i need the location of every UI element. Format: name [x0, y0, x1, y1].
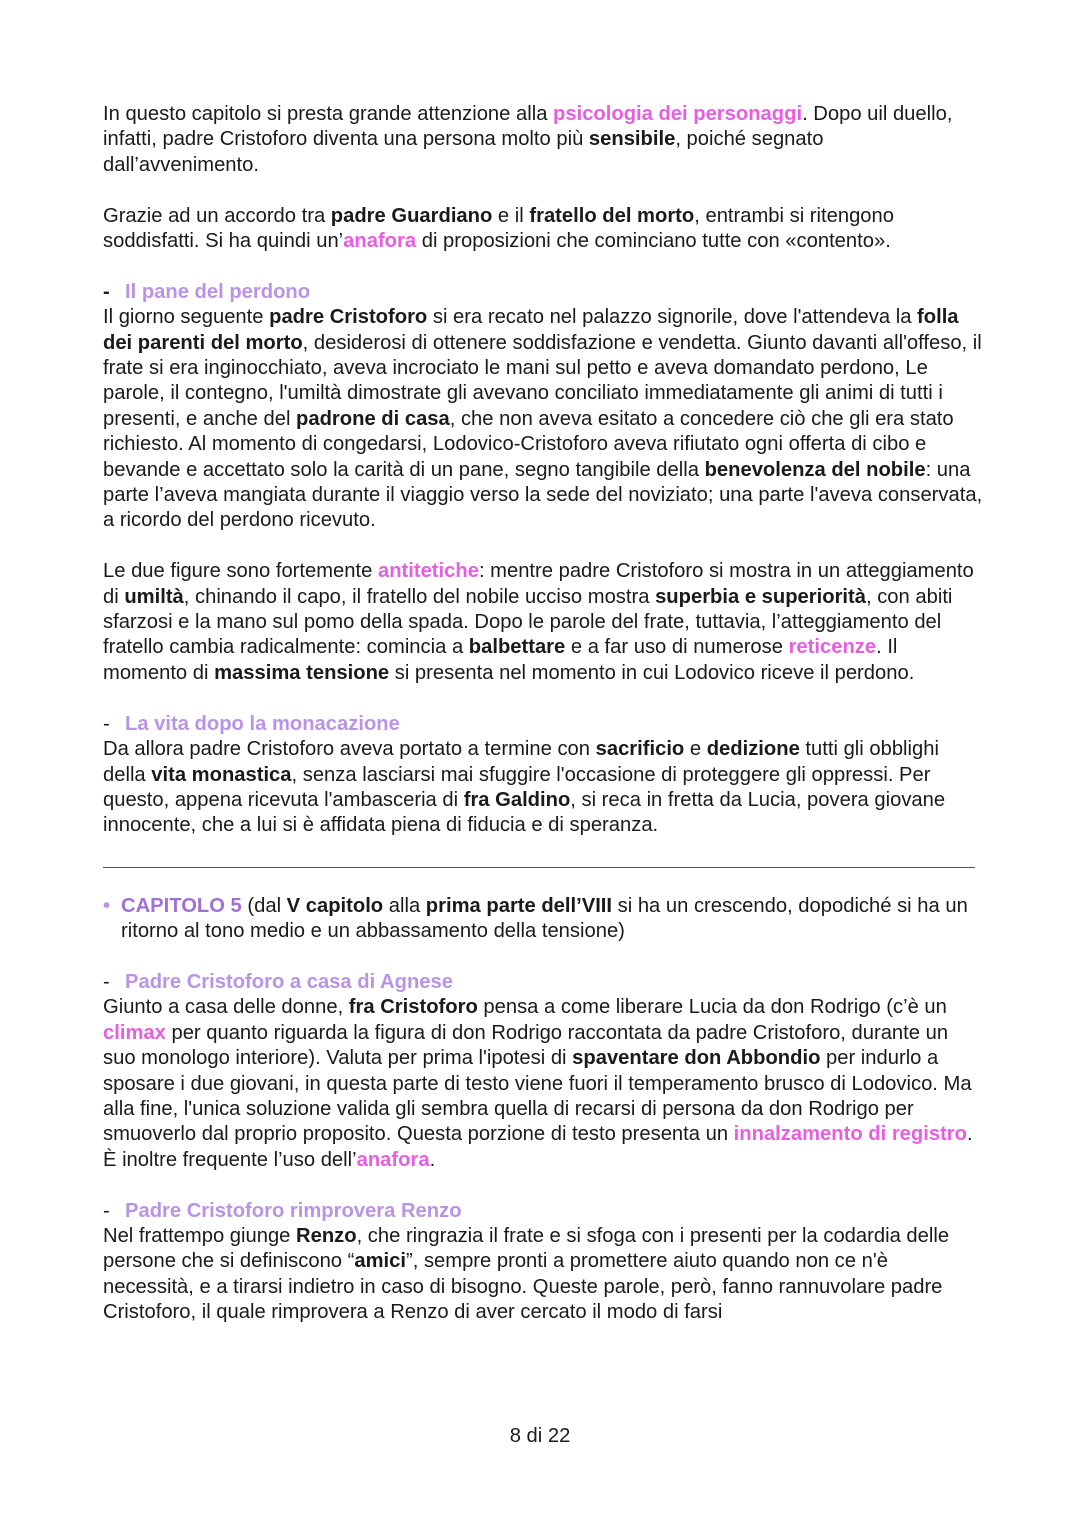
text: e il — [492, 204, 530, 227]
text: , si reca in fretta da Lucia, povera giovane innocente, che a lui si è affidata piena di fiducia e di speranza. — [103, 788, 946, 837]
bold-term: massima tensione — [214, 661, 390, 684]
paragraph-pane-perdono — [103, 305, 983, 534]
text: , che ringrazia il frate e si sfoga con i presenti per la codardia delle persone che si definiscono “ — [103, 1224, 950, 1273]
text: Grazie ad un accordo tra — [103, 204, 331, 227]
bold-term: sensibile — [588, 128, 676, 151]
dash-marker: - — [103, 1199, 110, 1222]
text: (dal — [241, 894, 287, 917]
bold-term: vita monastica — [151, 763, 292, 786]
highlight-term: antitetiche — [377, 560, 479, 583]
text: , senza lasciarsi mai sfuggire l'occasione di proteggere gli oppressi. Per questo, appena ricevuta l'ambasceria di — [103, 763, 931, 811]
section-heading-rimprovera-renzo — [103, 1199, 983, 1224]
section-heading-vita-monacazione — [103, 712, 983, 737]
text: e — [684, 738, 707, 761]
bold-term: fratello del morto — [529, 204, 695, 227]
dash-marker: - — [103, 280, 110, 303]
highlight-term: psicologia dei personaggi — [553, 103, 803, 125]
text: Le due figure sono fortemente — [103, 560, 378, 583]
page-number: 8 di 22 — [509, 1425, 571, 1447]
horizontal-divider — [103, 867, 975, 868]
text: si presenta nel momento in cui Lodovico riceve il perdono. — [389, 661, 915, 684]
text: . Dopo uil duello, infatti, padre Cristoforo diventa una persona molto più — [103, 103, 953, 151]
text: e a far uso di numerose — [565, 636, 789, 659]
paragraph-casa-agnese — [103, 995, 983, 1173]
heading-title: Padre Cristoforo a casa di Agnese — [125, 970, 453, 993]
text: , chinando il capo, il fratello del nobile ucciso mostra — [183, 585, 656, 608]
section-heading-casa-agnese — [103, 970, 983, 995]
page-content — [103, 102, 983, 1326]
bold-term: Renzo — [296, 1224, 357, 1247]
text: per quanto riguarda la figura di don Rodrigo raccontata da padre Cristoforo, durante un suo monologo interiore). Valuta per prima l'ipotesi di — [103, 1021, 949, 1070]
bold-term: fra Cristoforo — [348, 996, 478, 1019]
bullet-icon: • — [103, 894, 111, 917]
bold-term: sacrificio — [595, 738, 685, 761]
heading-title: La vita dopo la monacazione — [125, 712, 400, 735]
bold-term: fra Galdino — [463, 788, 571, 811]
bold-term: amici — [354, 1250, 406, 1273]
text: pensa a come liberare Lucia da don Rodrigo (c’è un — [477, 996, 947, 1019]
bold-term: padre Guardiano — [330, 204, 493, 227]
text: alla — [383, 894, 426, 917]
text: si era recato nel palazzo signorile, dove l'attendeva la — [427, 306, 918, 329]
text: . Il momento di — [103, 636, 898, 684]
bold-term: padrone di casa — [296, 407, 450, 430]
bold-term: superbia e superiorità — [655, 585, 866, 608]
text: tutti gli obblighi della — [103, 738, 939, 786]
heading-title: Padre Cristoforo rimprovera Renzo — [125, 1199, 462, 1222]
chapter-title: CAPITOLO 5 — [121, 894, 242, 917]
text: ”, sempre pronti a promettere aiuto quando non ce n'è necessità, e a tirarsi indietro in caso di bisogno. Queste parole, però, fanno rannuvolare padre Cristoforo, il quale rimprovera a Renzo di aver cercato il modo di farsi — [103, 1250, 943, 1324]
text: Nel frattempo giunge — [103, 1224, 297, 1247]
bold-term: umiltà — [124, 585, 184, 608]
text: In questo capitolo si presta grande attenzione alla — [103, 103, 554, 125]
paragraph-rimprovera-renzo — [103, 1224, 983, 1326]
bold-term: balbettare — [468, 636, 566, 659]
bold-term: spaventare don Abbondio — [572, 1047, 821, 1070]
text: : mentre padre Cristoforo si mostra in un atteggiamento di — [103, 560, 974, 608]
highlight-term: innalzamento di registro — [733, 1123, 967, 1146]
text: per indurlo a sposare i due giovani, in questa parte di testo viene fuori il temperamento brusco di Lodovico. Ma alla fine, l'unica soluzione valida gli sembra quella di recarsi di persona da don Rodrigo per smuoverlo dal proprio proposito. Questa porzione di testo presenta un — [103, 1047, 972, 1146]
text: , con abiti sfarzosi e la mano sul pomo della spada. Dopo le parole del frate, tuttavia, l’atteggiamento del fratello cambia radicalmente: comincia a — [103, 585, 953, 659]
text: , desiderosi di ottenere soddisfazione e vendetta. Giunto davanti all'offeso, il frate si era inginocchiato, aveva incrociato le mani sul petto e aveva domandato perdono, Le parole, il contegno, l'umiltà dimostrate gli avevano conciliato immediatamente gli animi di tutti i presenti, e anche del — [103, 331, 982, 430]
paragraph-vita-monacazione — [103, 737, 983, 839]
text: , che non aveva esitato a concedere ciò che gli era stato richiesto. Al momento di congedarsi, Lodovico-Cristoforo aveva rifiutato ogni offerta di cibo e bevande e accettato solo la carità di un pane, segno tangibile della — [103, 407, 954, 481]
bold-term: prima parte dell’VIII — [425, 894, 613, 917]
text: di proposizioni che cominciano tutte con «contento». — [416, 230, 891, 253]
highlight-term: anafora — [356, 1148, 430, 1171]
text: . — [429, 1148, 436, 1171]
bold-term: folla dei parenti del morto — [103, 306, 959, 354]
text: . È inoltre frequente l’uso dell’ — [103, 1123, 973, 1171]
highlight-term: anafora — [343, 230, 417, 253]
dash-marker: - — [103, 970, 110, 993]
bold-term: dedizione — [706, 738, 800, 761]
text: si ha un crescendo, dopodiché si ha un ritorno al tono medio e un abbassamento della tensione) — [121, 894, 968, 943]
bold-term: V capitolo — [286, 894, 384, 917]
bold-term: benevolenza del nobile — [704, 458, 926, 481]
bold-term: padre Cristoforo — [269, 306, 428, 329]
text: Giunto a casa delle donne, — [103, 996, 349, 1019]
highlight-term: reticenze — [788, 636, 877, 659]
text: Il giorno seguente — [103, 306, 270, 329]
text: , poiché segnato dall’avvenimento. — [103, 128, 824, 176]
dash-marker: - — [103, 712, 110, 735]
chapter-bullet — [103, 894, 983, 945]
paragraph-psicologia — [103, 102, 983, 178]
text: , entrambi si ritengono soddisfatti. Si ha quindi un’ — [103, 204, 894, 253]
highlight-term: climax — [103, 1021, 166, 1044]
section-heading-pane-perdono — [103, 280, 983, 305]
text: : una parte l’aveva mangiata durante il viaggio verso la sede del noviziato; una parte l'aveva conservata, a ricordo del perdono ricevuto. — [103, 458, 983, 532]
text: Da allora padre Cristoforo aveva portato a termine con — [103, 738, 596, 761]
heading-title: Il pane del perdono — [125, 280, 311, 303]
paragraph-antitetiche — [103, 559, 983, 686]
paragraph-accordo — [103, 204, 983, 255]
